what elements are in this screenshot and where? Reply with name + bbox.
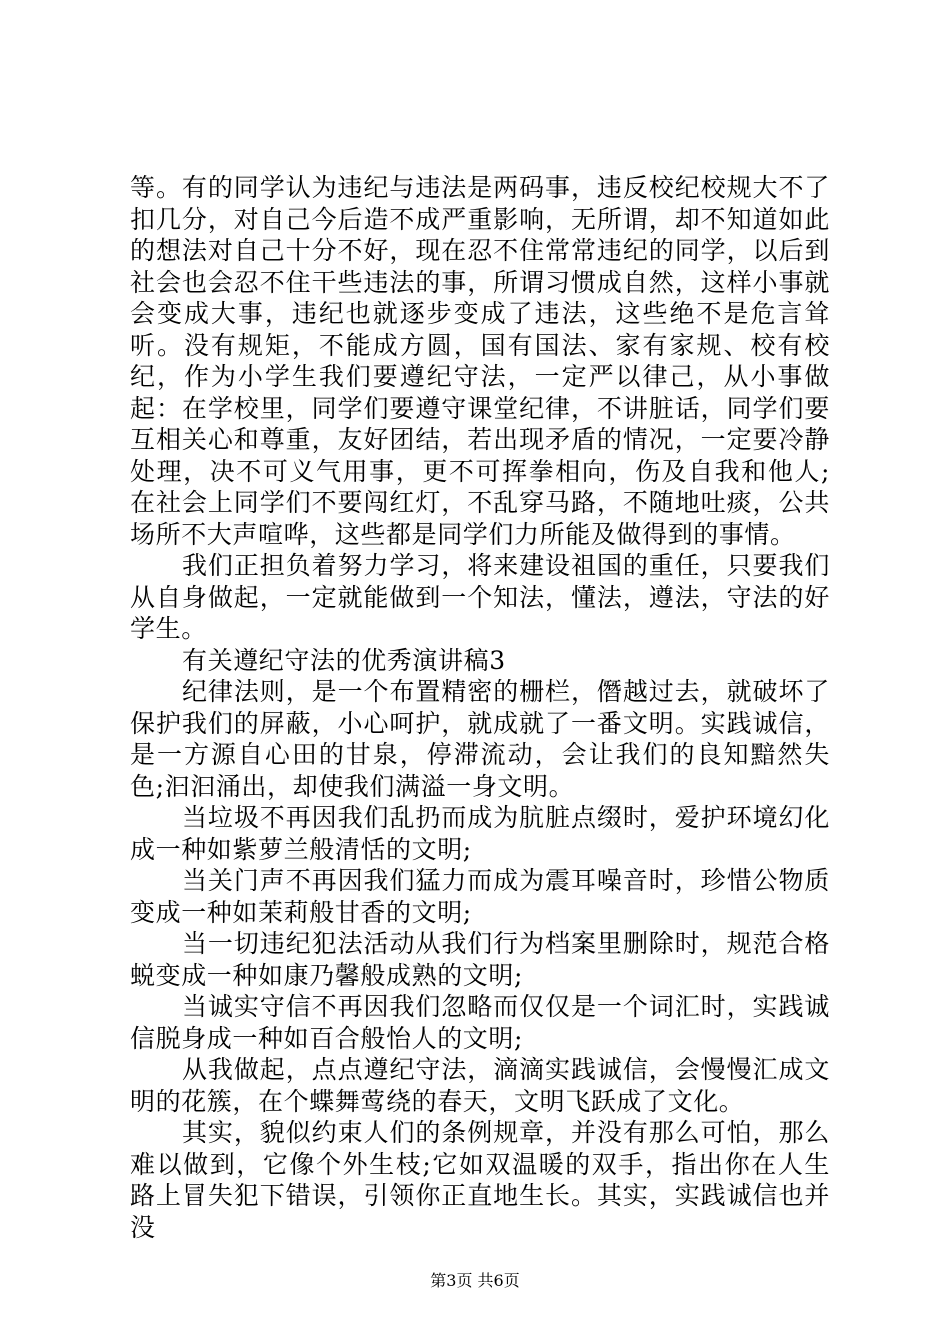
page-footer: 第3页 共6页 (430, 1271, 520, 1290)
paragraph: 当一切违纪犯法活动从我们行为档案里删除时，规范合格蜕变成一种如康乃馨般成熟的文明; (130, 929, 830, 990)
paragraph: 当垃圾不再因我们乱扔而成为肮脏点缀时，爱护环境幻化成一种如紫萝兰般清恬的文明; (130, 803, 830, 864)
document-body (130, 172, 830, 1243)
paragraph: 其实，貌似约束人们的条例规章，并没有那么可怕，那么难以做到，它像个外生枝;它如双温暖的双手，指出你在人生路上冒失犯下错误，引领你正直地生长。其实，实践诚信也并没 (130, 1118, 830, 1242)
paragraph: 当关门声不再因我们猛力而成为震耳噪音时，珍惜公物质变成一种如茉莉般甘香的文明; (130, 866, 830, 927)
paragraph: 等。有的同学认为违纪与违法是两码事，违反校纪校规大不了扣几分，对自己今后造不成严重影响，无所谓，却不知道如此的想法对自己十分不好，现在忍不住常常违纪的同学，以后到社会也会忍不住干些违法的事，所谓习惯成自然，这样小事就会变成大事，违纪也就逐步变成了违法，这些绝不是危言耸听。没有规矩，不能成方圆，国有国法、家有家规、校有校纪，作为小学生我们要遵纪守法，一定严以律己，从小事做起：在学校里，同学们要遵守课堂纪律，不讲脏话，同学们要互相关心和尊重，友好团结，若出现矛盾的情况，一定要冷静处理，决不可义气用事，更不可挥拳相向，伤及自我和他人;在社会上同学们不要闯红灯，不乱穿马路，不随地吐痰，公共场所不大声喧哗，这些都是同学们力所能及做得到的事情。 (130, 173, 830, 549)
paragraph: 纪律法则，是一个布置精密的栅栏，僭越过去，就破坏了保护我们的屏蔽，小心呵护，就成就了一番文明。实践诚信，是一方源自心田的甘泉，停滞流动，会让我们的良知黯然失色;汩汩涌出，却使我们满溢一身文明。 (130, 677, 830, 801)
paragraph: 我们正担负着努力学习，将来建设祖国的重任，只要我们从自身做起，一定就能做到一个知法，懂法，遵法，守法的好学生。 (130, 551, 830, 643)
paragraph: 当诚实守信不再因我们忽略而仅仅是一个词汇时，实践诚信脱身成一种如百合般怡人的文明; (130, 992, 830, 1053)
section-heading: 有关遵纪守法的优秀演讲稿3 (182, 645, 506, 675)
paragraph: 从我做起，点点遵纪守法，滴滴实践诚信，会慢慢汇成文明的花簇，在个蝶舞莺绕的春天，文明飞跃成了文化。 (130, 1055, 830, 1116)
